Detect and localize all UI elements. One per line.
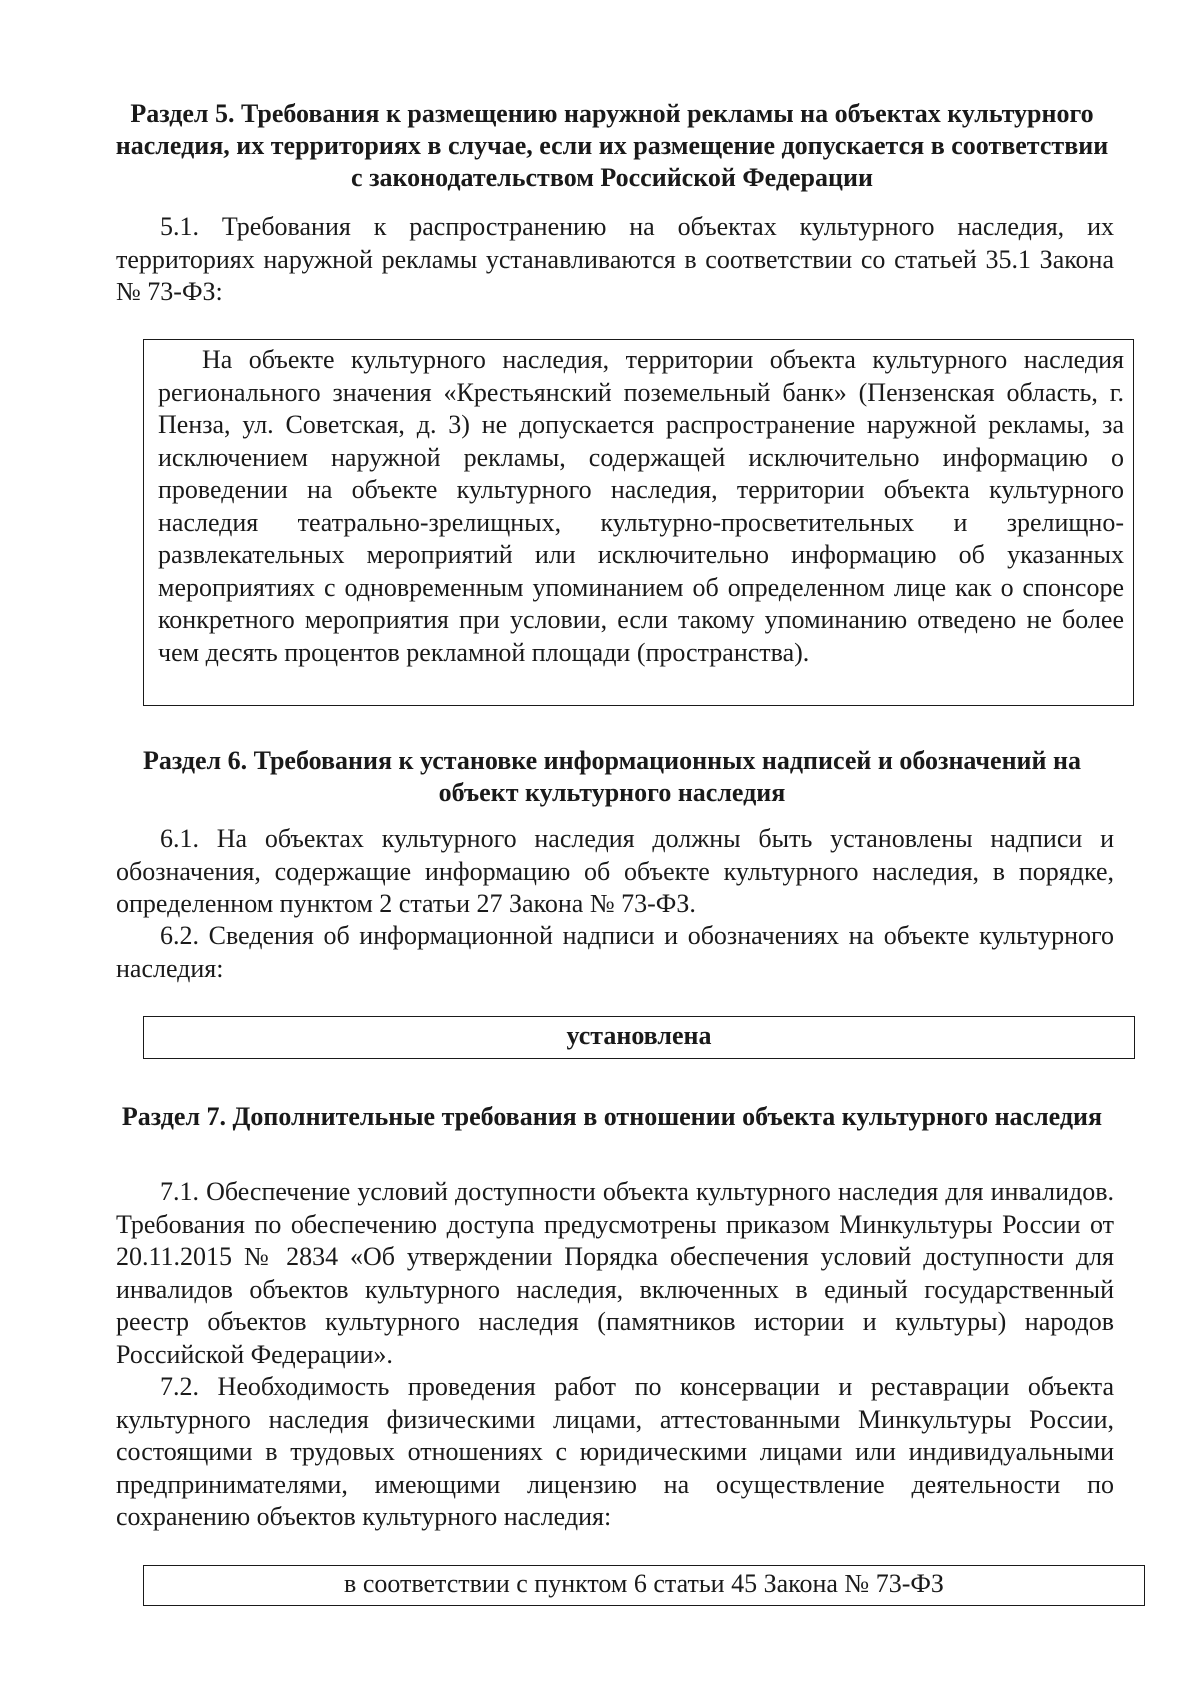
section-5-heading: Раздел 5. Требования к размещению наружной рекламы на объектах культурного наследия, их территориях в случае, если их размещение допускается в соответствии с законодательством Российской Федерации: [115, 99, 1109, 192]
advertising-requirements-box: [143, 339, 1134, 706]
paragraph-7-2: 7.2. Необходимость проведения работ по консервации и реставрации объекта культурного наследия физическими лицами, аттестованными Минкультуры России, состоящими в трудовых отношениях с юридическими лицами или индивидуальными предпринимателями, имеющими лицензию на осуществление деятельности по сохранению объектов культурного наследия:: [116, 1372, 1114, 1531]
paragraph-5-1: 5.1. Требования к распространению на объектах культурного наследия, их территориях наружной рекламы устанавливаются в соответствии со статьей 35.1 Закона № 73-ФЗ:: [116, 212, 1114, 306]
section-7-heading: Раздел 7. Дополнительные требования в отношении объекта культурного наследия: [121, 1102, 1103, 1131]
inscription-status-box: [143, 1016, 1135, 1059]
restoration-requirements-box: [143, 1565, 1145, 1606]
paragraph-6-2: 6.2. Сведения об информационной надписи и обозначениях на объекте культурного наследия:: [116, 921, 1114, 983]
section-6-heading: Раздел 6. Требования к установке информационных надписей и обозначений на объект культурного наследия: [142, 746, 1082, 807]
restoration-requirements-text: в соответствии с пунктом 6 статьи 45 Закона № 73-ФЗ: [344, 1569, 944, 1598]
paragraph-6-1: 6.1. На объектах культурного наследия должны быть установлены надписи и обозначения, содержащие информацию об объекте культурного наследия, в порядке, определенном пунктом 2 статьи 27 Закона № 73-ФЗ.: [116, 824, 1114, 918]
advertising-requirements-text: На объекте культурного наследия, территории объекта культурного наследия регионального значения «Крестьянский поземельный банк» (Пензенская область, г. Пенза, ул. Советская, д. 3) не допускается распространение наружной рекламы, за исключением наружной рекламы, содержащей исключительно информацию о проведении на объекте культурного наследия, территории объекта культурного наследия театрально-зрелищных, культурно-просветительных и зрелищно-развлекательных мероприятий или исключительно информацию об указанных мероприятиях с одновременным упоминанием об определенном лице как о спонсоре конкретного мероприятия при условии, если такому упоминанию отведено не более чем десять процентов рекламной площади (пространства).: [158, 345, 1124, 667]
inscription-status-text: установлена: [566, 1021, 712, 1050]
paragraph-7-1: 7.1. Обеспечение условий доступности объекта культурного наследия для инвалидов. Требования по обеспечению доступа предусмотрены приказом Минкультуры России от 20.11.2015 № 2834 «Об утверждении Порядка обеспечения условий доступности для инвалидов объектов культурного наследия, включенных в единый государственный реестр объектов культурного наследия (памятников истории и культуры) народов Российской Федерации».: [116, 1177, 1114, 1369]
